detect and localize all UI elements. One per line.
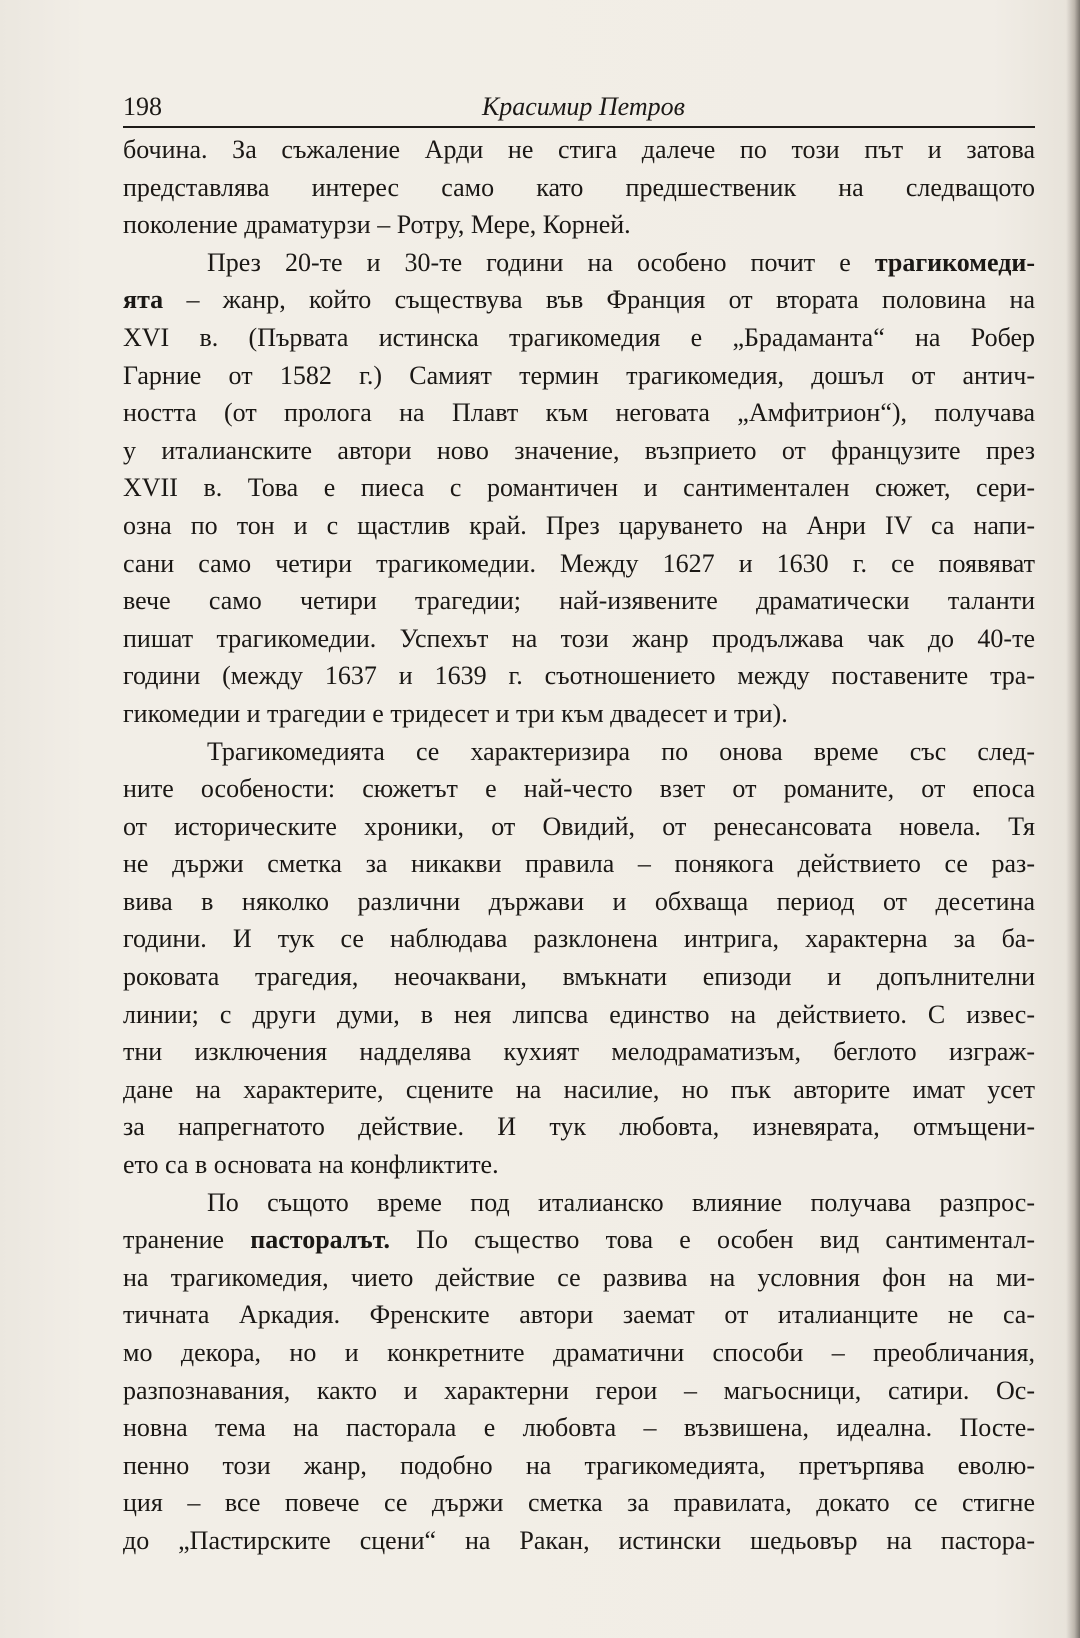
text-line: години (между 1637 и 1639 г. съотношението между поставените тра- bbox=[123, 661, 1035, 691]
text-line: транение пасторалът. По същество това е особен вид сантиментал- bbox=[123, 1225, 1035, 1255]
text-line: от историческите хроники, от Овидий, от ренесансовата новела. Тя bbox=[123, 811, 1035, 841]
text-line: тни изключения надделява кухият мелодраматизъм, беглото изграж- bbox=[123, 1037, 1035, 1067]
text-line: представлява интерес само като предшественик на следващото bbox=[123, 172, 1035, 202]
text-line: бочина. За съжаление Арди не стига далече по този път и затова bbox=[123, 135, 1035, 164]
text-line: XVII в. Това е пиеса с романтичен и сантиментален сюжет, сери- bbox=[123, 473, 1035, 503]
text-line: години. И тук се наблюдава разклонена интрига, характерна за ба- bbox=[123, 924, 1035, 954]
text-line: ните особености: сюжетът е най-често взет от романите, от епоса bbox=[123, 774, 1035, 804]
text-line: вече само четири трагедии; най-изявените драматически таланти bbox=[123, 586, 1035, 616]
text-line: поколение драматурзи – Ротру, Мере, Корней. bbox=[123, 210, 631, 240]
text-line: до „Пастирските сцени“ на Ракан, истински шедьовър на пастора- bbox=[123, 1525, 1035, 1555]
emphasis-term: трагикомеди- bbox=[874, 247, 1035, 277]
text-line: гикомедии и трагедии е тридесет и три към двадесет и три). bbox=[123, 698, 788, 728]
text-line: дане на характерите, сцените на насилие, но пък авторите имат усет bbox=[123, 1074, 1035, 1104]
body-text bbox=[123, 131, 1035, 1560]
paragraph-start-line: По същото време под италианско влияние получава разпрос- bbox=[207, 1187, 1035, 1217]
text-line: пишат трагикомедии. Успехът на този жанр продължава чак до 40-те bbox=[123, 623, 1035, 653]
page-number: 198 bbox=[123, 92, 162, 121]
page-edge-shadow bbox=[1066, 0, 1080, 1638]
page-header bbox=[123, 92, 1035, 128]
text-line: тичната Аркадия. Френските автори заемат от италианците не са- bbox=[123, 1300, 1035, 1330]
text-line: сани само четири трагикомедии. Между 1627 и 1630 г. се появяват bbox=[123, 548, 1035, 578]
text-line: пенно този жанр, подобно на трагикомедията, претърпява еволю- bbox=[123, 1450, 1035, 1480]
text-line: линии; с други думи, в нея липсва единство на действието. С извес- bbox=[123, 999, 1035, 1029]
text-line: ето са в основата на конфликтите. bbox=[123, 1150, 499, 1180]
text-line: новна тема на пасторала е любовта – възвишена, идеална. Посте- bbox=[123, 1413, 1035, 1443]
text-line: роковата трагедия, неочаквани, вмъкнати епизоди и допълнителни bbox=[123, 962, 1035, 992]
text-line: ята – жанр, който съществува във Франция от втората половина на bbox=[123, 285, 1035, 315]
text-line: разпознавания, както и характерни герои – магьосници, сатири. Ос- bbox=[123, 1375, 1035, 1405]
text-line: озна по тон и с щастлив край. През царуването на Анри IV са напи- bbox=[123, 510, 1035, 540]
paragraph-start-line: Трагикомедията се характеризира по онова време със след- bbox=[207, 736, 1035, 766]
text-line: у италианските автори ново значение, възприето от французите през bbox=[123, 435, 1035, 465]
text-line: вива в няколко различни държави и обхваща период от десетина bbox=[123, 886, 1035, 916]
text-line: не държи сметка за никакви правила – понякога действието се раз- bbox=[123, 849, 1035, 879]
text-line: Гарние от 1582 г.) Самият термин трагикомедия, дошъл от антич- bbox=[123, 360, 1035, 390]
text-line: за напрегнатото действие. И тук любовта, изневярата, отмъщени- bbox=[123, 1112, 1035, 1142]
running-head: Красимир Петров bbox=[482, 92, 685, 121]
text-line: мо декора, но и конкретните драматични способи – преобличания, bbox=[123, 1338, 1035, 1367]
text-line: XVI в. (Първата истинска трагикомедия е „Брадаманта“ на Робер bbox=[123, 322, 1035, 352]
emphasis-term: ята bbox=[123, 285, 164, 315]
text-line: ността (от пролога на Плавт към неговата „Амфитрион“), получава bbox=[123, 398, 1035, 428]
emphasis-term: пасторалът. bbox=[250, 1225, 390, 1255]
paragraph-start-line: През 20-те и 30-те години на особено почит е трагикомеди- bbox=[207, 247, 1035, 277]
text-line: ция – все повече се държи сметка за правилата, докато се стигне bbox=[123, 1488, 1035, 1518]
text-line: на трагикомедия, чието действие се развива на условния фон на ми- bbox=[123, 1262, 1035, 1292]
